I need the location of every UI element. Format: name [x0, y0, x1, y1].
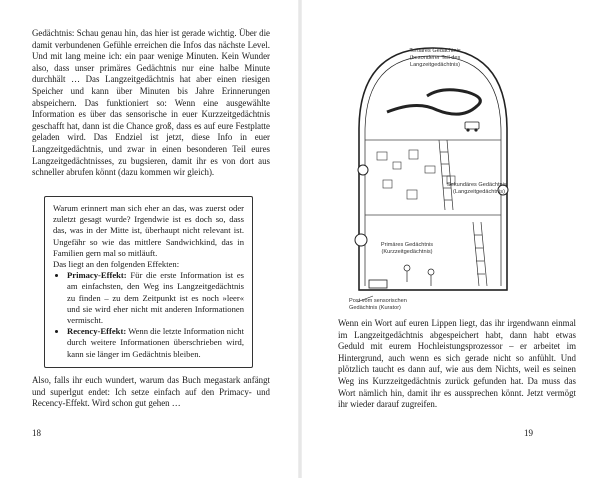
info-box-lead: Das liegt an den folgenden Effekten: — [53, 259, 180, 270]
memory-house-illustration — [347, 40, 519, 310]
effect-text: Für die erste Information ist es am einfachsten, den Weg ins Langzeitgedächtnis zu finden – zu dem Zeitpunkt ist es noch »leer« und sie wird eher nicht mit anderen Informationen vermischt. — [67, 270, 244, 326]
figure-head — [404, 265, 410, 271]
effect-term: Recency-Effekt: — [67, 326, 127, 337]
picture-frame — [383, 180, 392, 188]
secondary-label-2: (Langzeitgedächtnis) — [453, 189, 505, 195]
effect-term: Primacy-Effekt: — [67, 270, 127, 281]
primary-label-1: Primäres Gedächtnis — [380, 242, 434, 248]
winding-path — [387, 90, 480, 114]
left-page — [0, 0, 298, 478]
tertiary-label-2: (besonderer Teil des — [409, 55, 461, 61]
picture-frame — [377, 152, 387, 160]
picture-frame — [407, 190, 417, 199]
figure-head — [428, 269, 434, 275]
left-paragraph-2: Also, falls ihr euch wundert, warum das Buch megastark anfängt und superlgut endet: Ich setze einfach auf den Primacy- und Recency-Effekt. Wird schon gut gehen … — [32, 375, 270, 409]
mail-slot — [369, 280, 387, 288]
picture-frame — [425, 166, 435, 173]
ladder — [473, 222, 487, 286]
page-number-left: 18 — [32, 428, 41, 438]
gear-drawing — [355, 234, 367, 246]
list-item — [67, 326, 244, 360]
post-label-1: Post vom sensorischen — [349, 298, 407, 304]
right-paragraph: Wenn ein Wort auf euren Lippen liegt, das ihr irgendwann einmal im Langzeitgedächtnis abgespeichert habt, dann habt etwas Geduld mit eurem Hochleistungsprozessor – er arbeitet im Hintergrund, auch wenn es sich gerade nicht so anfühlt. Und plötzlich taucht es dann auf, wie aus dem Nichts, weil es seinen Weg ins Kurzzeitgedächtnis zurück gefunden hat. Da muss das Wort nämlich hin, damit ihr es aussprechen könnt. Jetzt vermögt ihr wieder darauf zugreifen. — [338, 318, 576, 410]
car-drawing — [465, 122, 479, 129]
car-wheel — [474, 128, 477, 131]
ladder — [439, 140, 453, 210]
secondary-label-1: Sekundäres Gedächtnis — [447, 182, 507, 188]
effect-text: Wenn die letzte Information nicht durch weitere Informationen überschrieben wird, kann sie länger im Gedächtnis bleiben. — [67, 326, 244, 359]
list-item — [67, 270, 244, 326]
primary-label-2: (Kurzzeitgedächtnis) — [381, 249, 433, 255]
left-paragraph-1: Gedächtnis: Schau genau hin, das hier ist gerade wichtig. Über die damit verbundenen Gefühle erreichen die Infos das nächste Level. Und mit lang meine ich: ein paar wenige Minuten. Kein Wunder also, dass unser primäres Gedächtnis nur eine halbe Minute durchhält … Das Langzeitgedächtnis hat aber einen riesigen Speicher und kann über Minuten bis Jahre Erinnerungen abspeichern. Das funktioniert so: Wenn eine ausgewählte Information es über das sensorische in euer Kurzzeitgedächtnis geschafft hat, dann ist die Chance groß, dass es auf eure Festplatte geladen wird. Das Endziel ist jetzt, diese Info in euer Langzeitgedächtnis, und zwar in einen besonderen Teil eures Langzeitgedächtnisses, zu bugsieren, damit ihr es von dort aus schneller abrufen könnt (dazu kommen wir gleich). — [32, 28, 270, 178]
post-label-2: Gedächtnis (Kurator) — [349, 305, 401, 310]
page-number-right: 19 — [524, 428, 533, 438]
right-page — [302, 0, 600, 478]
car-wheel — [466, 128, 469, 131]
picture-frame — [393, 162, 401, 169]
gear-drawing — [358, 165, 368, 175]
tertiary-label-3: Langzeitgedächtnis) — [409, 62, 461, 68]
picture-frame — [409, 150, 418, 159]
effect-list — [53, 270, 244, 360]
info-box — [44, 196, 253, 368]
info-box-intro: Warum erinnert man sich eher an das, was zuerst oder zuletzt gesagt wurde? Irgendwie ist es doch so, dass das, was in der Mitte ist, überhaupt nicht relevant ist. Ungefähr so wie das mittlere Sandwichkind, das in Familien gern mal so mitläuft. — [53, 203, 244, 258]
tertiary-label-1: Tertiäres Gedächtnis — [409, 48, 461, 54]
